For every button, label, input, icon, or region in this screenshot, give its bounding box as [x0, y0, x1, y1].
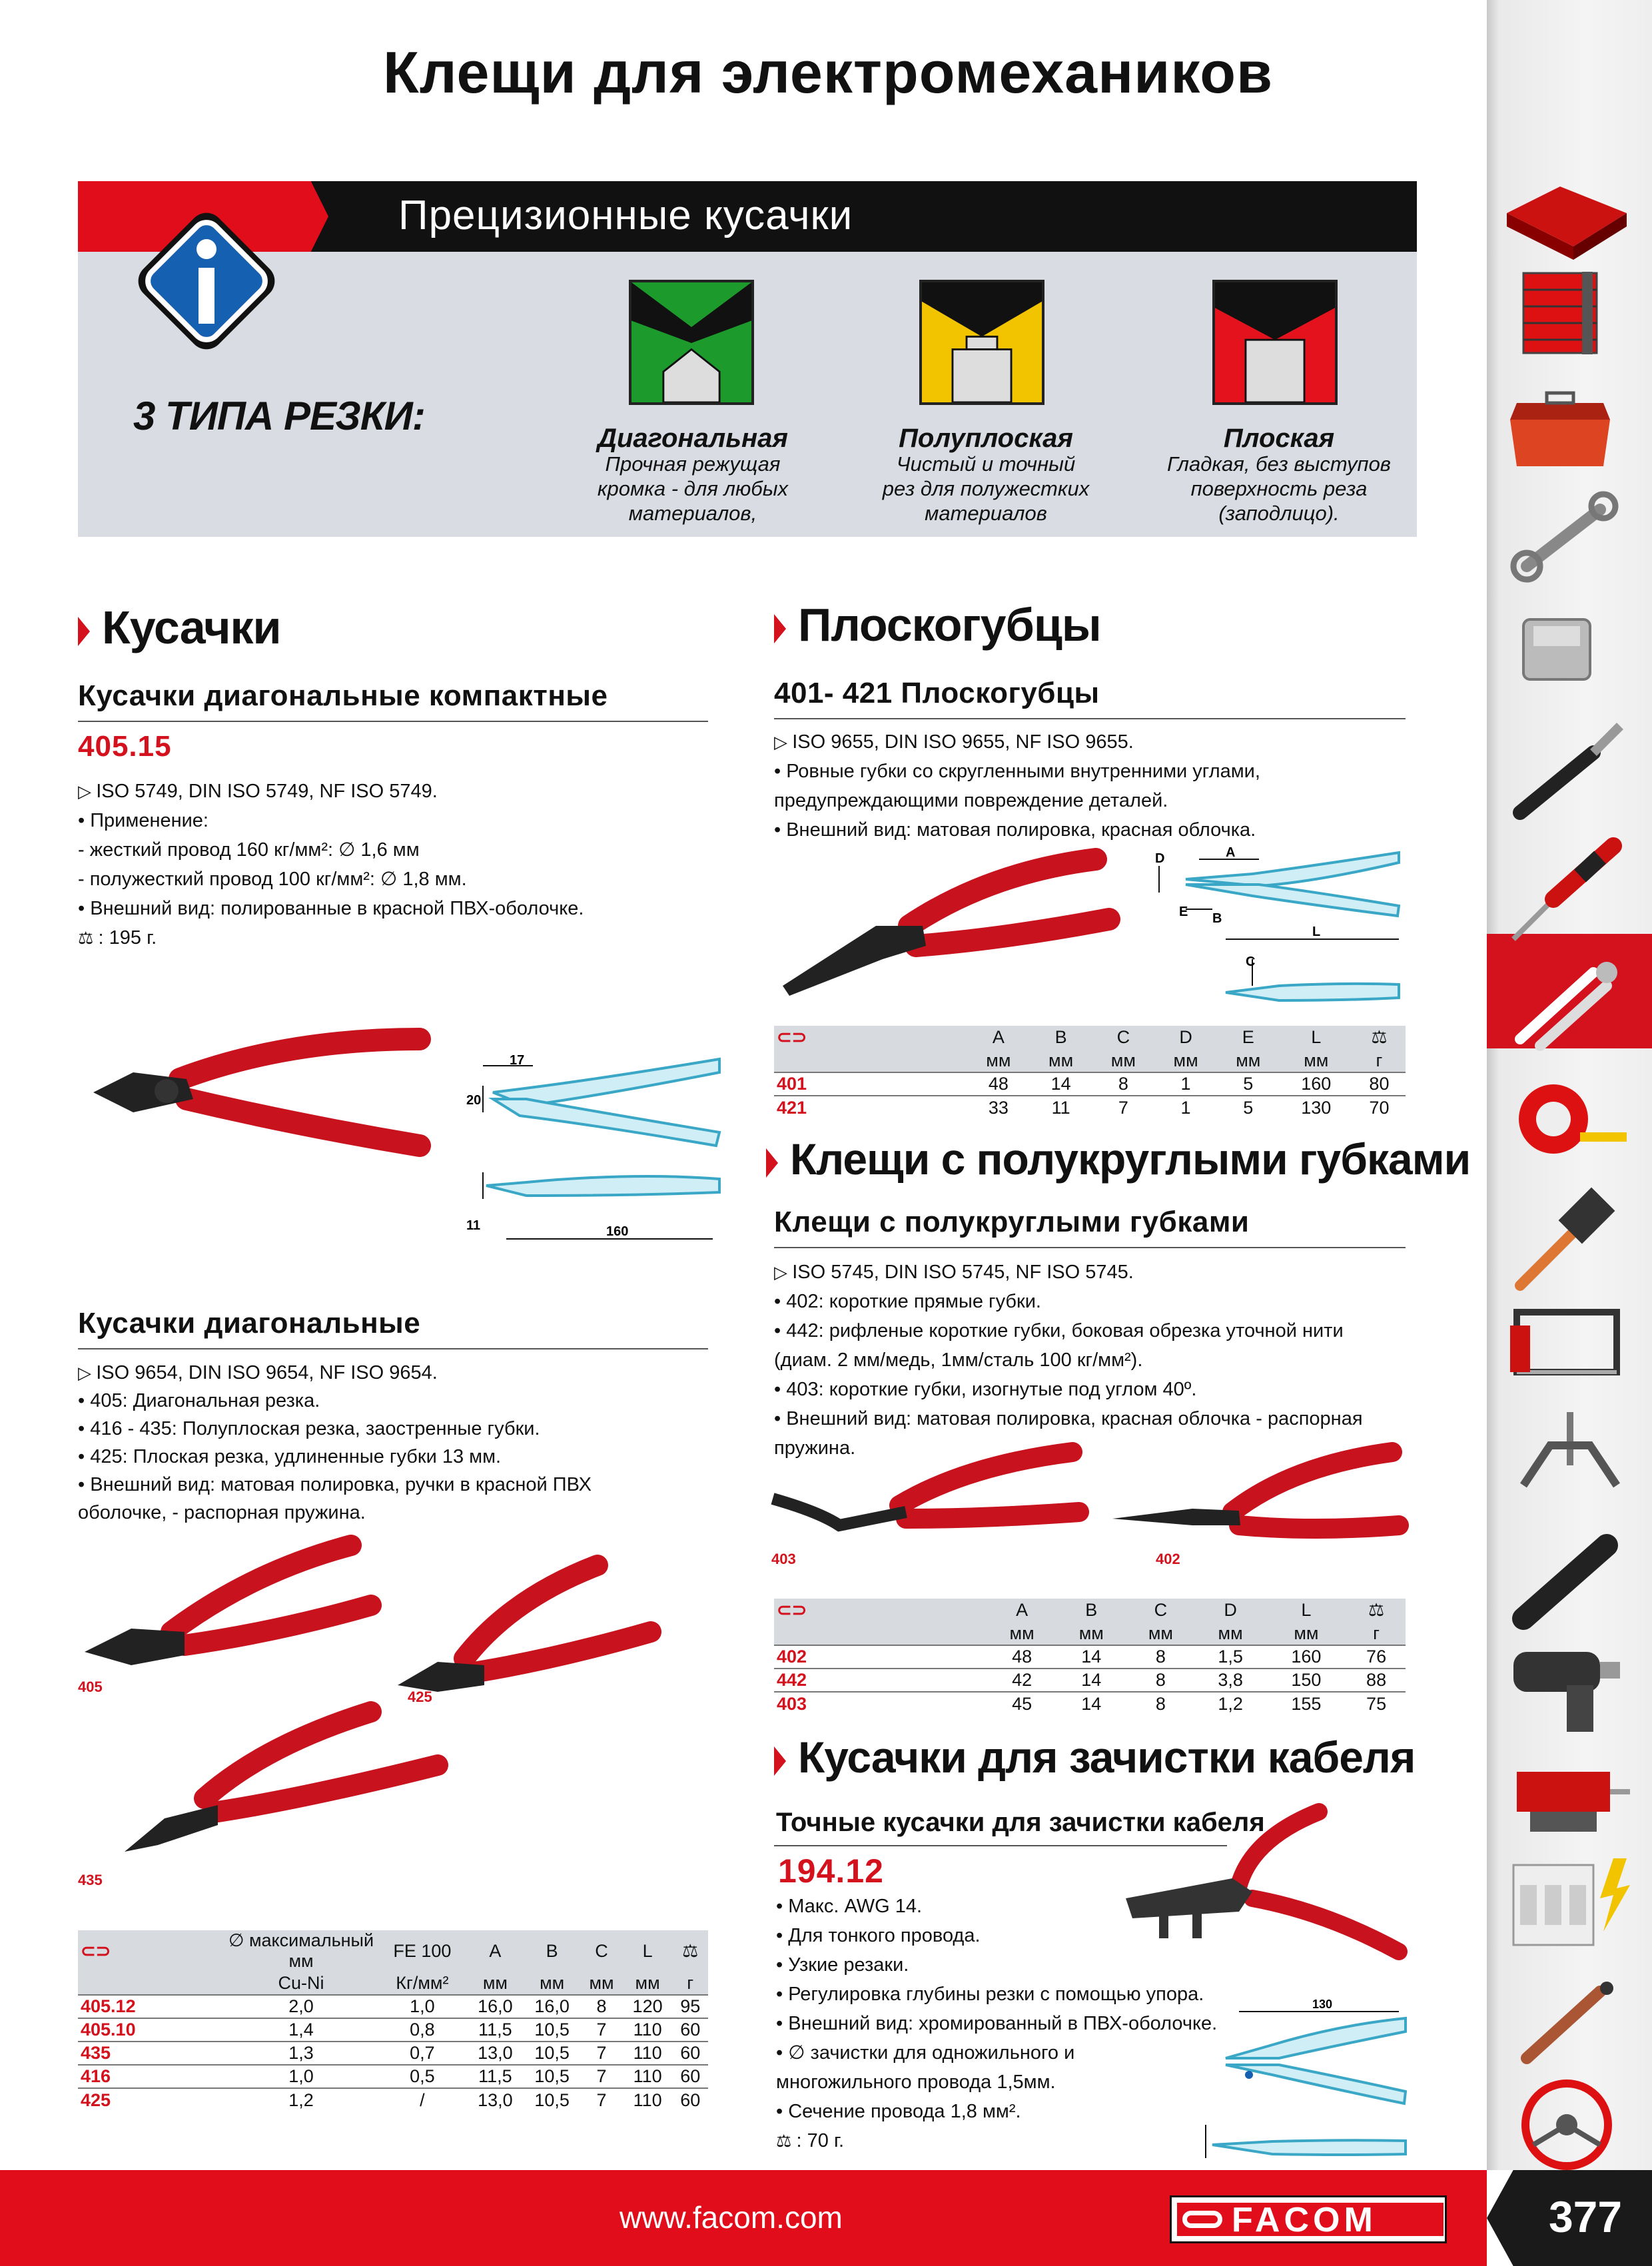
table-cell: 95 — [672, 1995, 708, 2018]
table-cell: 60 — [672, 2065, 708, 2088]
unit-cell: Cu-Ni — [278, 1972, 324, 1993]
table-cell: 13,0 — [467, 2088, 524, 2111]
section-heading-polukrug — [766, 1134, 1470, 1184]
table-cell: 16,0 — [467, 1995, 524, 2018]
table-cell: 76 — [1347, 1645, 1406, 1669]
table-cell: 88 — [1347, 1669, 1406, 1692]
spec-line: ISO 9655, DIN ISO 9655, NF ISO 9655. — [792, 731, 1134, 753]
table-cell: 8 — [1126, 1692, 1195, 1715]
hacksaw-icon[interactable] — [1510, 1312, 1617, 1372]
subtitle-polukrug: Клещи с полукруглыми губками — [774, 1206, 1250, 1238]
table-cell: 10,5 — [524, 2088, 580, 2111]
spec-line: предупреждающими повреждение деталей. — [774, 790, 1168, 811]
spec-line: • 416 - 435: Полуплоская резка, заостренные губки. — [78, 1418, 540, 1439]
spec-line: • 402: короткие прямые губки. — [774, 1291, 1041, 1312]
table-cell: 7 — [580, 2018, 623, 2042]
desc-line: кромка - для любых — [597, 477, 789, 500]
brand-text: FACOM — [1232, 2201, 1377, 2239]
table-header-cell: E — [1242, 1027, 1254, 1047]
table-cell: 5 — [1217, 1072, 1280, 1096]
spec-line: • Внешний вид: матовая полировка, красная облочка. — [774, 819, 1256, 841]
spec-line: многожильного провода 1,5мм. — [776, 2072, 1056, 2093]
table-cell: 1,4 — [224, 2018, 378, 2042]
hammer-icon[interactable] — [1520, 1188, 1615, 1286]
table-header-cell: L — [1311, 1027, 1322, 1047]
polukrug-description: ▷ ISO 5745, DIN ISO 5745, NF ISO 5745. • 402: короткие прямые губки. • 442: рифленые короткие губки, боковая обрезка уточной нити (диам. 2 мм/медь, 1мм/сталь 100 кг/мм²). • 403: короткие губки, изогнутые под углом 40º. • Внешний вид: матовая полировка, красная облочка - распорная пружина. — [774, 1258, 1414, 1463]
desc-line: поверхность реза — [1190, 477, 1368, 500]
subtitle-zachistka: Точные кусачки для зачистки кабеля — [776, 1808, 1265, 1837]
cut-type-desc — [1139, 452, 1419, 526]
unit-cell: мм — [986, 1050, 1011, 1070]
compact-cutter-image — [87, 1026, 446, 1172]
table-row — [78, 2065, 708, 2088]
divider — [774, 1247, 1406, 1248]
section-heading-text: Кусачки для зачистки кабеля — [798, 1732, 1416, 1782]
table-cell: 160 — [1280, 1072, 1353, 1096]
product-ref-icon: ⊂⊃ — [777, 1600, 807, 1620]
table-cell: 70 — [1353, 1096, 1406, 1119]
image-label: 405 — [78, 1679, 103, 1695]
table-units — [774, 1049, 1406, 1072]
section-arrow-icon — [774, 614, 786, 643]
cut-type-desc — [846, 452, 1126, 526]
electrical-icon[interactable] — [1513, 1858, 1630, 1945]
table-cell: 150 — [1266, 1669, 1347, 1692]
table-cell: 0,5 — [378, 2065, 467, 2088]
ratchet-icon[interactable] — [1520, 726, 1620, 813]
table-cell: 7 — [580, 2042, 623, 2065]
unit-cell: мм — [1173, 1050, 1198, 1070]
spec-line: • ∅ зачистки для одножильного и — [776, 2042, 1075, 2064]
spec-line: • Узкие резаки. — [776, 1954, 909, 1976]
diagonal-cutters-image — [78, 1532, 717, 1905]
table-cell: 5 — [1217, 1096, 1280, 1119]
table-cell: 1,2 — [1196, 1692, 1266, 1715]
table-units — [78, 1972, 708, 1995]
unit-cell: мм — [482, 1972, 508, 1993]
table-row — [78, 2088, 708, 2111]
table-header-cell: A — [489, 1940, 502, 1961]
spec-line: ISO 5745, DIN ISO 5745, NF ISO 5745. — [792, 1262, 1134, 1283]
unit-cell: мм — [1294, 1623, 1319, 1643]
desc-line: материалов — [925, 502, 1047, 525]
table-cell: 2,0 — [224, 1995, 378, 2018]
unit-cell: г — [1373, 1623, 1380, 1643]
product-code: 194.12 — [778, 1852, 884, 1890]
automotive-icon[interactable] — [1527, 1982, 1613, 2058]
table-cell: 110 — [623, 2042, 673, 2065]
table-cell: 60 — [672, 2018, 708, 2042]
table-cell: 42 — [987, 1669, 1056, 1692]
unit-cell: мм — [1078, 1623, 1104, 1643]
website-link[interactable]: www.facom.com — [620, 2200, 843, 2235]
wire-stripper-image — [1119, 1798, 1412, 1972]
table-cell: 3,8 — [1196, 1669, 1266, 1692]
dim-label: C — [1246, 954, 1256, 969]
desc-line: материалов, — [628, 502, 757, 525]
weight-icon: ⚖ — [1368, 1600, 1385, 1620]
flat-nose-pliers-image — [776, 846, 1122, 1006]
spec-line: • Применение: — [78, 810, 208, 831]
table-cell: 160 — [1266, 1645, 1347, 1669]
spec-line: • Сечение провода 1,8 мм². — [776, 2101, 1021, 2122]
unit-cell: мм — [1110, 1050, 1136, 1070]
table-cell: 1,2 — [224, 2088, 378, 2111]
cutter-435 — [125, 1712, 438, 1852]
table-cell: 8 — [1092, 1072, 1154, 1096]
compact-cutter-diagram — [466, 1052, 733, 1246]
table-cell: 110 — [623, 2088, 673, 2111]
table-cell: 80 — [1353, 1072, 1406, 1096]
category-icons — [1487, 147, 1652, 2171]
table-header — [774, 1599, 1406, 1622]
desc-line: Чистый и точный — [896, 452, 1076, 476]
round-nose-pliers-image — [766, 1439, 1412, 1572]
page-title: Клещи для электромехаников — [383, 39, 1274, 105]
spec-line: : 70 г. — [796, 2130, 845, 2151]
table-row — [774, 1669, 1406, 1692]
table-row — [78, 2042, 708, 2065]
table-cell: 1,0 — [224, 2065, 378, 2088]
table-cell: 110 — [623, 2018, 673, 2042]
pliers-403 — [773, 1452, 1079, 1525]
section-heading-ploskogubcy — [774, 598, 1101, 651]
info-icon — [127, 201, 286, 361]
unit-cell: мм — [635, 1972, 660, 1993]
subtitle-ploskogubcy: 401- 421 Плоскогубцы — [774, 677, 1100, 709]
table-cell: 8 — [580, 1995, 623, 2018]
product-code-cell[interactable]: 416 — [78, 2065, 224, 2088]
spec-line: • 425: Плоская резка, удлиненные губки 13 мм. — [78, 1446, 502, 1467]
desc-line: Прочная режущая — [605, 452, 781, 476]
unit-cell: Кг/мм² — [396, 1972, 449, 1993]
spec-line: • Внешний вид: матовая полировка, ручки в красной ПВХ — [78, 1474, 592, 1495]
table-cell: 14 — [1056, 1669, 1126, 1692]
table-cell: 8 — [1126, 1645, 1195, 1669]
dim-label: A — [1226, 846, 1236, 860]
section-heading-kusachki — [78, 601, 281, 654]
table-header-cell: D — [1224, 1600, 1237, 1620]
table-header-cell: L — [1301, 1600, 1312, 1620]
table-row — [774, 1072, 1406, 1096]
flat-nose-pliers-diagram — [1146, 846, 1412, 1019]
table-header-cell: A — [992, 1027, 1005, 1047]
pliers-402 — [1112, 1452, 1399, 1529]
tool-cabinet-icon[interactable] — [1523, 272, 1597, 354]
table-cell: 45 — [987, 1692, 1056, 1715]
table-cell: 7 — [1092, 1096, 1154, 1119]
unit-cell: мм — [1009, 1623, 1034, 1643]
table-header-cell: ∅ максимальный мм — [228, 1930, 374, 1971]
image-label: 402 — [1156, 1551, 1180, 1567]
weight-icon: ⚖ — [776, 2131, 797, 2151]
product-code-cell[interactable]: 405.10 — [78, 2018, 224, 2042]
product-code: 405.15 — [78, 730, 172, 763]
table-cell: 1 — [1154, 1072, 1217, 1096]
image-label: 435 — [78, 1872, 103, 1888]
table-row — [78, 1995, 708, 2018]
cut-type-name: Полуплоская — [899, 424, 1073, 453]
divider — [774, 718, 1406, 719]
image-label: 403 — [771, 1551, 796, 1567]
table-header-cell: B — [1085, 1600, 1098, 1620]
tool-tray-icon[interactable] — [1507, 187, 1627, 260]
section-arrow-icon — [78, 617, 90, 646]
flush-cut-icon — [1212, 280, 1338, 405]
vise-icon[interactable] — [1517, 1772, 1630, 1832]
cutter-425 — [398, 1565, 651, 1692]
table-cell: 155 — [1266, 1692, 1347, 1715]
table-cell: 10,5 — [524, 2065, 580, 2088]
table-cell: 0,8 — [378, 2018, 467, 2042]
table-cell: 60 — [672, 2042, 708, 2065]
section-heading-text: Кусачки — [102, 601, 281, 653]
spec-line: - жесткий провод 160 кг/мм²: ∅ 1,6 мм — [78, 839, 420, 861]
dim-label: 130 — [1312, 1998, 1333, 2011]
table-header — [78, 1930, 708, 1972]
unit-cell: мм — [1148, 1623, 1173, 1643]
product-code-cell[interactable]: 402 — [774, 1645, 987, 1669]
cutter-405 — [85, 1545, 371, 1665]
product-code-cell[interactable]: 442 — [774, 1669, 987, 1692]
spec-line: • Для тонкого провода. — [776, 1925, 981, 1946]
divider — [78, 721, 708, 722]
spec-line: • Внешний вид: хромированный в ПВХ-оболочке. — [776, 2013, 1218, 2034]
dim-label: 17 — [510, 1053, 525, 1068]
table-row — [78, 2018, 708, 2042]
spec-line: • 405: Диагональная резка. — [78, 1390, 320, 1411]
unit-cell: мм — [1218, 1623, 1243, 1643]
spec-line: ISO 5749, DIN ISO 5749, NF ISO 5749. — [96, 781, 438, 802]
table-cell: 14 — [1056, 1692, 1126, 1715]
image-label: 425 — [408, 1689, 432, 1705]
cut-type-name: Диагональная — [598, 424, 788, 453]
section-heading-zachistka — [774, 1732, 1415, 1782]
table-row — [774, 1692, 1406, 1715]
spec-line: ISO 9654, DIN ISO 9654, NF ISO 9654. — [96, 1362, 438, 1383]
spec-line: • 442: рифленые короткие губки, боковая обрезка уточной нити — [774, 1320, 1344, 1341]
subtitle-diagonal: Кусачки диагональные — [78, 1307, 421, 1339]
power-tool-icon[interactable] — [1523, 1545, 1607, 1619]
unit-cell: мм — [1236, 1050, 1261, 1070]
table-header-cell: B — [1054, 1027, 1067, 1047]
desc-line: (заподлицо). — [1218, 502, 1340, 525]
spec-line: - полужесткий провод 100 кг/мм²: ∅ 1,8 мм. — [78, 869, 467, 890]
product-ref-icon: ⊂⊃ — [81, 1940, 111, 1961]
table-cell: 11 — [1030, 1096, 1092, 1119]
cut-types-label: 3 ТИПА РЕЗКИ: — [133, 394, 425, 438]
table-cell: 16,0 — [524, 1995, 580, 2018]
table-header-cell: C — [1116, 1027, 1130, 1047]
table-cell: 120 — [623, 1995, 673, 2018]
table-header-cell: A — [1016, 1600, 1029, 1620]
steering-wheel-icon[interactable] — [1525, 2083, 1608, 2166]
table-cell: 7 — [580, 2088, 623, 2111]
diagonal-cut-icon — [629, 280, 754, 405]
product-code-cell[interactable]: 435 — [78, 2042, 224, 2065]
facom-logo — [1170, 2195, 1447, 2243]
compact-description: ▷ ISO 5749, DIN ISO 5749, NF ISO 5749. • Применение: - жесткий провод 160 кг/мм²: ∅ 1,6 мм - полужесткий провод 100 кг/мм²: ∅ 1,8 мм. • Внешний вид: полированные в красной ПВХ-оболочке. ⚖ : 195 г. — [78, 777, 704, 952]
dim-label: B — [1212, 911, 1222, 926]
table-cell: 7 — [580, 2065, 623, 2088]
weight-icon: ⚖ — [682, 1940, 699, 1961]
product-code-cell[interactable]: 425 — [78, 2088, 224, 2111]
table-header-cell: B — [546, 1940, 558, 1961]
table-cell: 48 — [967, 1072, 1030, 1096]
unit-cell: мм — [1304, 1050, 1329, 1070]
table-header-cell: C — [1154, 1600, 1168, 1620]
table-header-cell: C — [595, 1940, 608, 1961]
gear-puller-icon[interactable] — [1523, 1412, 1617, 1485]
table-row — [774, 1645, 1406, 1669]
toolbox-icon[interactable] — [1510, 393, 1610, 466]
table-cell: 1,0 — [378, 1995, 467, 2018]
desc-line: Гладкая, без выступов — [1167, 452, 1391, 476]
banner-title: Прецизионные кусачки — [398, 192, 853, 238]
dim-label: 20 — [466, 1093, 482, 1108]
table-cell: 1 — [1154, 1096, 1217, 1119]
spec-line: • Регулировка глубины резки с помощью упора. — [776, 1984, 1204, 2005]
weight-icon: ⚖ — [78, 928, 99, 948]
spec-line: • Внешний вид: матовая полировка, красная облочка - распорная пружина. — [774, 1408, 1363, 1459]
cut-type-name: Плоская — [1223, 424, 1335, 453]
dim-label: E — [1179, 905, 1188, 919]
table-header-cell: L — [642, 1940, 653, 1961]
table-cell: 8 — [1126, 1669, 1195, 1692]
semi-flush-cut-icon — [919, 280, 1044, 405]
round-nose-pliers-table — [774, 1599, 1406, 1715]
table-header-cell: FE 100 — [393, 1940, 452, 1961]
table-cell: 0,7 — [378, 2042, 467, 2065]
divider — [78, 1348, 708, 1349]
table-cell: 10,5 — [524, 2018, 580, 2042]
dim-label: 11 — [466, 1218, 481, 1233]
weight-icon: ⚖ — [1371, 1027, 1388, 1047]
spec-line: • 403: короткие губки, изогнутые под углом 40º. — [774, 1379, 1197, 1400]
pliers-icon[interactable] — [1520, 962, 1617, 1046]
product-code-cell[interactable]: 421 — [774, 1096, 967, 1119]
table-cell: 75 — [1347, 1692, 1406, 1715]
spec-line: (диам. 2 мм/медь, 1мм/сталь 100 кг/мм²). — [774, 1349, 1143, 1371]
cut-type-desc — [553, 452, 833, 526]
spec-line: оболочке, - распорная пружина. — [78, 1502, 366, 1523]
section-arrow-icon — [766, 1148, 778, 1178]
table-units — [774, 1622, 1406, 1645]
table-header-cell: D — [1179, 1027, 1192, 1047]
tape-measure-icon[interactable] — [1519, 1084, 1627, 1154]
table-cell: 110 — [623, 2065, 673, 2088]
table-cell: / — [378, 2088, 467, 2111]
table-row — [774, 1096, 1406, 1119]
section-heading-text: Плоскогубцы — [798, 599, 1101, 651]
table-cell: 11,5 — [467, 2018, 524, 2042]
flat-nose-pliers-table — [774, 1026, 1406, 1119]
table-header — [774, 1026, 1406, 1049]
socket-icon[interactable] — [1523, 619, 1590, 679]
table-cell: 48 — [987, 1645, 1056, 1669]
screwdriver-icon[interactable] — [1513, 846, 1613, 939]
spec-line: • Ровные губки со скругленными внутренними углами, — [774, 761, 1260, 782]
page-number: 377 — [1548, 2192, 1623, 2241]
subtitle-compact: Кусачки диагональные компактные — [78, 679, 608, 712]
section-heading-text: Клещи с полукруглыми губками — [790, 1134, 1471, 1184]
ploskogubcy-description: ▷ ISO 9655, DIN ISO 9655, NF ISO 9655. • Ровные губки со скругленными внутренними углами, предупреждающими повреждение деталей. • Внешний вид: матовая полировка, красная облочка. — [774, 727, 1400, 845]
unit-cell: мм — [589, 1972, 614, 1993]
table-cell: 130 — [1280, 1096, 1353, 1119]
dim-label: D — [1155, 851, 1165, 866]
unit-cell: г — [1376, 1050, 1383, 1070]
product-code-cell[interactable]: 401 — [774, 1072, 967, 1096]
table-cell: 13,0 — [467, 2042, 524, 2065]
product-ref-icon: ⊂⊃ — [777, 1027, 807, 1047]
product-code-cell[interactable]: 403 — [774, 1692, 987, 1715]
dim-label: L — [1312, 925, 1321, 939]
diagonal-description: ▷ ISO 9654, DIN ISO 9654, NF ISO 9654. • 405: Диагональная резка. • 416 - 435: Полуплоская резка, заостренные губки. • 425: Плоская резка, удлиненные губки 13 мм. • Внешний вид: матовая полировка, ручки в красной ПВХ оболочке, - распорная пружина. — [78, 1359, 704, 1527]
desc-line: рез для полужестких — [882, 477, 1090, 500]
product-code-cell[interactable]: 405.12 — [78, 1995, 224, 2018]
spec-line: • Внешний вид: полированные в красной ПВХ-оболочке. — [78, 898, 584, 919]
pneumatic-wrench-icon[interactable] — [1513, 1652, 1620, 1732]
spec-line: • Макс. AWG 14. — [776, 1896, 923, 1917]
table-cell: 33 — [967, 1096, 1030, 1119]
section-arrow-icon — [774, 1746, 786, 1776]
unit-cell: мм — [540, 1972, 565, 1993]
table-cell: 14 — [1056, 1645, 1126, 1669]
table-cell: 11,5 — [467, 2065, 524, 2088]
table-cell: 1,5 — [1196, 1645, 1266, 1669]
unit-cell: мм — [1048, 1050, 1074, 1070]
diagonal-cutters-table — [78, 1930, 708, 2111]
dim-label: 160 — [606, 1224, 629, 1239]
table-cell: 1,3 — [224, 2042, 378, 2065]
table-cell: 10,5 — [524, 2042, 580, 2065]
wrench-icon[interactable] — [1513, 494, 1615, 579]
wire-stripper-diagram — [1192, 1992, 1412, 2165]
table-cell: 14 — [1030, 1072, 1092, 1096]
table-cell: 60 — [672, 2088, 708, 2111]
unit-cell: г — [687, 1972, 694, 1993]
spec-line: : 195 г. — [98, 927, 157, 948]
